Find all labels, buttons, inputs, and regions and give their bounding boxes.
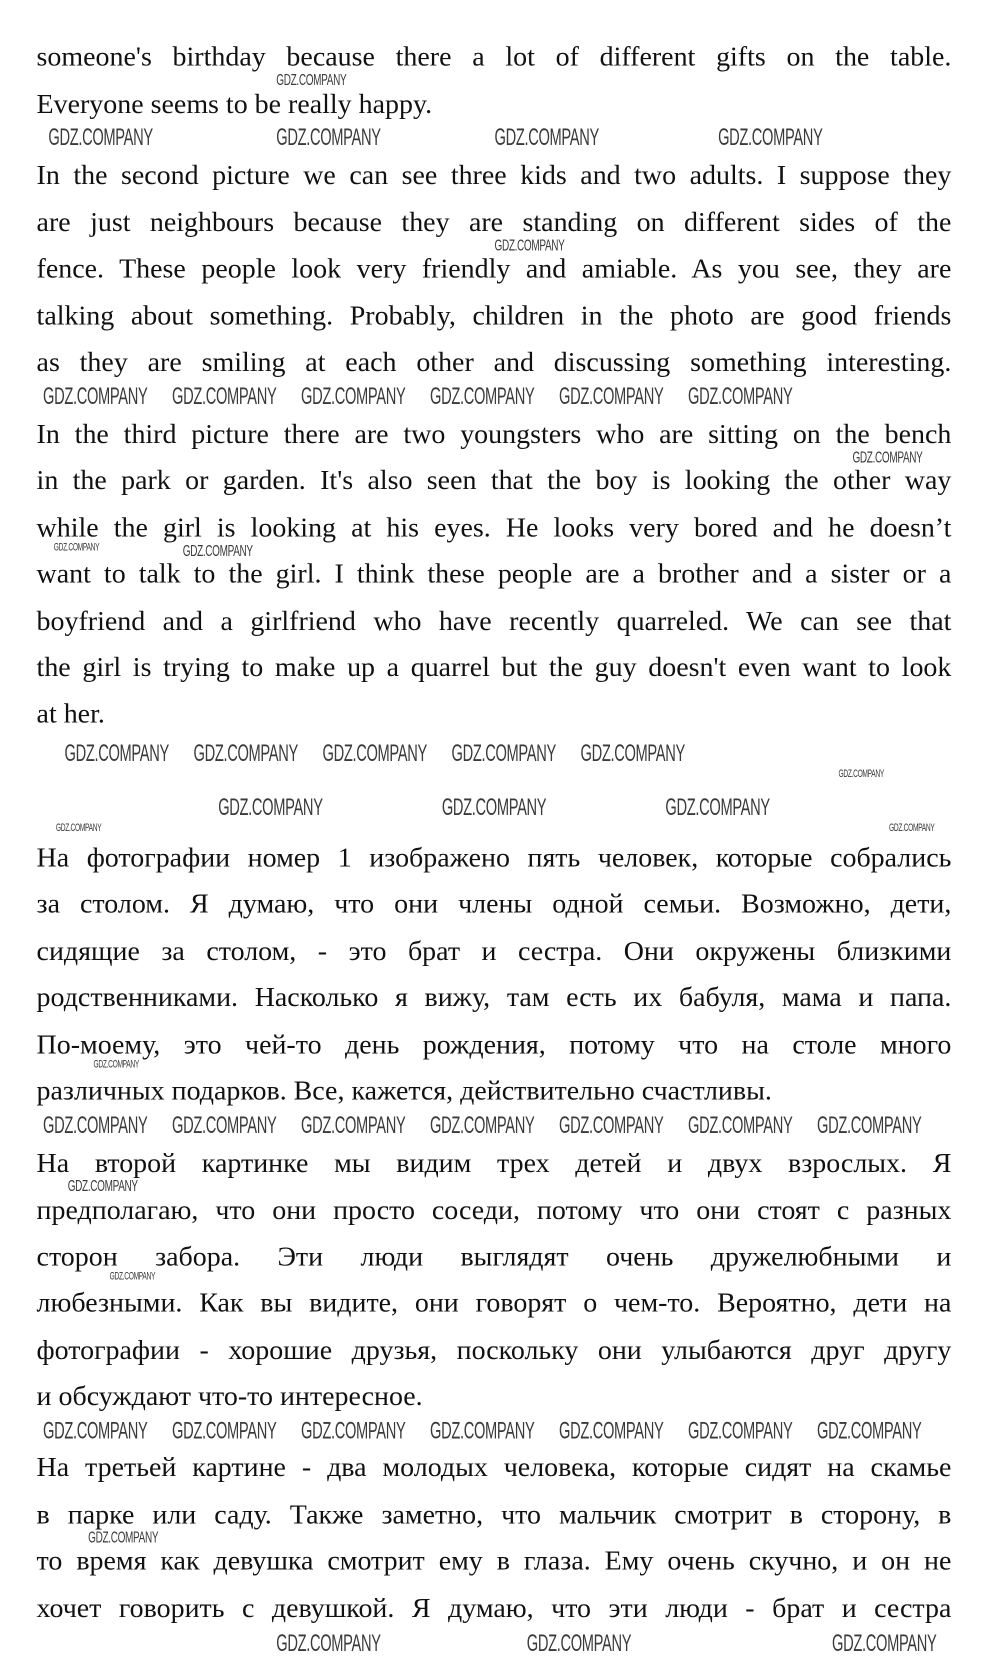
text-line: someone's birthday because there a lot of different gifts on the table.: [36, 40, 952, 73]
text-line: want to talk to the girl. I think these people are a brother and a sister or a: [36, 557, 952, 590]
watermark: GDZ.COMPANY: [172, 382, 277, 410]
watermark: GDZ.COMPANY: [43, 1111, 148, 1139]
watermark: GDZ.COMPANY: [301, 1416, 406, 1444]
watermark: GDZ.COMPANY: [494, 123, 599, 151]
watermark: GDZ.COMPANY: [580, 739, 685, 767]
watermark: GDZ.COMPANY: [276, 123, 381, 151]
watermark: GDZ.COMPANY: [182, 541, 253, 561]
watermark: GDZ.COMPANY: [832, 1629, 937, 1657]
watermark: GDZ.COMPANY: [451, 739, 556, 767]
watermark: GDZ.COMPANY: [218, 793, 323, 821]
watermark: GDZ.COMPANY: [276, 70, 347, 90]
text-line: и обсуждают что-то интересное.: [36, 1380, 423, 1412]
text-line: то время как девушка смотрит ему в глаза. Ему очень скучно, и он не: [36, 1544, 952, 1576]
watermark: GDZ.COMPANY: [526, 1629, 632, 1657]
watermark: GDZ.COMPANY: [48, 123, 153, 151]
text-line: fence. These people look very friendly and amiable. As you see, they are: [36, 252, 952, 284]
watermark: GDZ.COMPANY: [718, 123, 823, 151]
watermark: GDZ.COMPANY: [276, 1629, 381, 1657]
text-line: at her.: [36, 697, 105, 729]
text-line: любезными. Как вы видите, они говорят о чем-то. Вероятно, дети на: [36, 1286, 952, 1318]
watermark: GDZ.COMPANY: [889, 822, 935, 835]
watermark: GDZ.COMPANY: [43, 382, 148, 410]
watermark: GDZ.COMPANY: [688, 382, 793, 410]
watermark: GDZ.COMPANY: [55, 822, 102, 835]
watermark: GDZ.COMPANY: [301, 382, 406, 410]
text-line: In the third picture there are two youngsters who are sitting on the bench: [36, 418, 952, 450]
watermark: GDZ.COMPANY: [430, 1416, 535, 1444]
watermark: GDZ.COMPANY: [688, 1111, 793, 1139]
watermark: GDZ.COMPANY: [838, 768, 884, 781]
watermark: GDZ.COMPANY: [172, 1111, 277, 1139]
text-line: На третьей картине - два молодых человека, которые сидят на скамье: [36, 1451, 952, 1483]
text-line: in the park or garden. It's also seen that the boy is looking the other way: [36, 464, 952, 496]
watermark: GDZ.COMPANY: [67, 1177, 138, 1196]
watermark: GDZ.COMPANY: [441, 793, 547, 821]
text-line: Everyone seems to be really happy.: [36, 88, 433, 120]
watermark: GDZ.COMPANY: [665, 793, 770, 821]
watermark: GDZ.COMPANY: [172, 1416, 277, 1444]
text-line: boyfriend and a girlfriend who have recently quarreled. We can see that: [36, 605, 952, 637]
text-line: в парке или саду. Также заметно, что мальчик смотрит в сторону, в: [36, 1498, 952, 1530]
watermark: GDZ.COMPANY: [43, 1416, 148, 1444]
text-line: за столом. Я думаю, что они члены одной семьи. Возможно, дети,: [36, 887, 952, 920]
text-line: хочет говорить с девушкой. Я думаю, что эти люди - брат и сестра: [36, 1592, 952, 1624]
watermark: GDZ.COMPANY: [93, 1058, 139, 1071]
watermark: GDZ.COMPANY: [559, 1416, 664, 1444]
text-line: the girl is trying to make up a quarrel but the guy doesn't even want to look: [36, 651, 952, 683]
watermark: GDZ.COMPANY: [430, 382, 535, 410]
text-line: По-моему, это чей-то день рождения, потому что на столе много: [36, 1028, 952, 1060]
text-line: talking about something. Probably, children in the photo are good friends: [36, 299, 952, 332]
text-line: are just neighbours because they are standing on different sides of the: [36, 206, 952, 238]
text-line: На фотографии номер 1 изображено пять человек, которые собрались: [36, 841, 952, 873]
watermark: GDZ.COMPANY: [64, 739, 169, 767]
text-line: сидящие за столом, - это брат и сестра. Они окружены близкими: [36, 935, 952, 967]
text-line: while the girl is looking at his eyes. He looks very bored and he doesn’t: [36, 511, 952, 543]
watermark: GDZ.COMPANY: [53, 541, 100, 554]
watermark: GDZ.COMPANY: [301, 1111, 406, 1139]
text-line: In the second picture we can see three kids and two adults. I suppose they: [36, 159, 952, 191]
watermark: GDZ.COMPANY: [494, 236, 565, 255]
watermark: GDZ.COMPANY: [817, 1111, 922, 1139]
watermark: GDZ.COMPANY: [817, 1416, 922, 1444]
text-line: фотографии - хорошие друзья, поскольку они улыбаются друг другу: [36, 1334, 952, 1366]
watermark: GDZ.COMPANY: [109, 1270, 156, 1283]
text-line: На второй картинке мы видим трех детей и двух взрослых. Я: [36, 1147, 952, 1179]
text-line: родственниками. Насколько я вижу, там есть их бабуля, мама и папа.: [36, 981, 952, 1013]
text-line: различных подарков. Все, кажется, действительно счастливы.: [36, 1075, 772, 1107]
watermark: GDZ.COMPANY: [88, 1528, 159, 1547]
watermark: GDZ.COMPANY: [852, 448, 923, 467]
watermark: GDZ.COMPANY: [559, 1111, 664, 1139]
text-line: предполагаю, что они просто соседи, потому что они стоят с разных: [36, 1194, 952, 1226]
watermark: GDZ.COMPANY: [322, 739, 427, 767]
text-line: сторон забора. Эти люди выглядят очень дружелюбными и: [36, 1240, 952, 1272]
watermark: GDZ.COMPANY: [430, 1111, 535, 1139]
watermark: GDZ.COMPANY: [559, 382, 664, 410]
watermark: GDZ.COMPANY: [688, 1416, 793, 1444]
text-line: as they are smiling at each other and discussing something interesting.: [36, 346, 952, 378]
watermark: GDZ.COMPANY: [193, 739, 298, 767]
